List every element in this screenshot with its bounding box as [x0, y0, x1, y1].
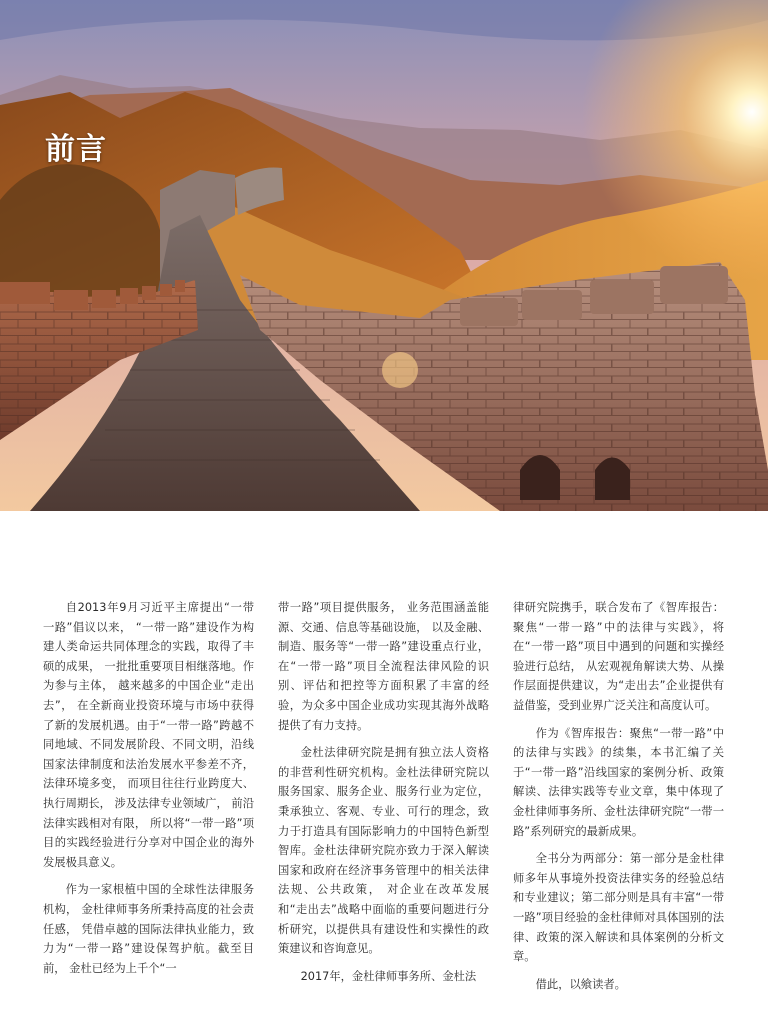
- text-column-3: [513, 598, 724, 1002]
- paragraph-continued: 律研究院携手，联合发布了《智库报告：聚焦“一带一路”中的法律与实践》，将在“一带一路”项目中遇到的问题和实操经验进行总结， 从宏观视角解读大势、从操作层面提供建议，为“走出去”企业提供有益借鉴，受到业界广泛关注和高度认可。: [513, 601, 724, 712]
- great-wall-illustration: [0, 0, 768, 511]
- body-text: [43, 598, 725, 1002]
- paragraph: 自2013年9月习近平主席提出“一带一路”倡议以来， “一带一路”建设作为构建人类命运共同体理念的实践，取得了丰硕的成果， 一批批重要项目相继落地。作为参与主体， 越来越多的中国企业“走出去”， 在全新商业投资环境与市场中获得了新的发展机遇。由于“一带一路”跨越不同地域、不同发展阶段、不同文明，沿线国家法律制度和法治发展水平参差不齐， 法律环境多变， 而项目往往行业跨度大、执行周期长， 涉及法律专业领域广， 前沿法律实践相对有限， 所以将“一带一路”项目的实践经验进行分享对中国企业的海外发展极具意义。: [43, 601, 254, 869]
- text-column-2: [278, 598, 489, 1002]
- paragraph: 借此，以飨读者。: [535, 977, 626, 991]
- paragraph: 作为一家根植中国的全球性法律服务机构， 金杜律师事务所秉持高度的社会责任感， 凭借卓越的国际法律执业能力，致力为“一带一路”建设保驾护航。截至目前， 金杜已经为上千个“一: [43, 883, 254, 975]
- page-title: 前言: [45, 132, 107, 167]
- paragraph: 2017年，金杜律师事务所、金杜法: [300, 969, 477, 983]
- paragraph: 作为《智库报告：聚焦“一带一路”中的法律与实践》的续集，本书汇编了关于“一带一路”沿线国家的案例分析、政策解读、法律实践等专业文章，集中体现了金杜律师事务所、金杜法律研究院“一带一路”系列研究的最新成果。: [513, 726, 724, 838]
- hero-image: [0, 0, 768, 511]
- paragraph: 全书分为两部分：第一部分是金杜律师多年从事境外投资法律实务的经验总结和专业建议；第二部分则是具有丰富“一带一路”项目经验的金杜律师对具体国别的法律、政策的深入解读和具体案例的分析文章。: [513, 852, 724, 964]
- text-column-1: [43, 598, 254, 1002]
- paragraph: 金杜法律研究院是拥有独立法人资格的非营利性研究机构。金杜法律研究院以服务国家、服务企业、服务行业为定位，秉承独立、客观、专业、可行的理念，致力于打造具有国际影响力的中国特色新型智库。金杜法律研究院亦致力于深入解读国家和政府在经济事务管理中的相关法律法规、公共政策， 对企业在改革发展和“走出去”战略中面临的重要问题进行分析研究，以提供具有建设性和实操性的政策建议和咨询意见。: [278, 746, 489, 956]
- paragraph-continued: 带一路”项目提供服务， 业务范围涵盖能源、交通、信息等基础设施， 以及金融、制造、服务等“一带一路”建设重点行业， 在“一带一路”项目全流程法律风险的识别、评估和把控等方面积累了丰富的经验，为众多中国企业成功实现其海外战略提供了有力支持。: [278, 601, 489, 732]
